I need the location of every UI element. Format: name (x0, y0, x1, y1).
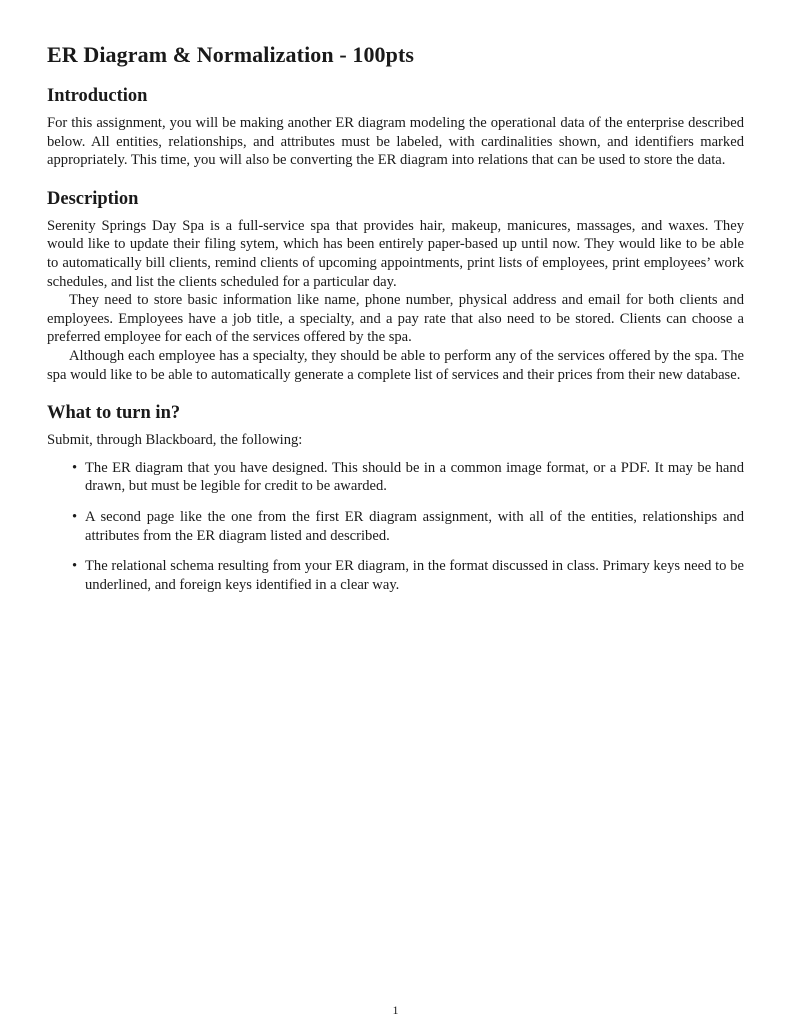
list-item (72, 459, 744, 496)
document-page (47, 40, 744, 606)
what-to-turn-in-heading: What to turn in? (47, 403, 181, 424)
description-paragraph: They need to store basic information like name, phone number, physical address and email for both clients and employees. Employees have a job title, a specialty, and a pay rate that also need to be stored. Clients can choose a preferred employee for each of the services offered by the spa. (47, 292, 744, 346)
description-paragraph: Serenity Springs Day Spa is a full-service spa that provides hair, makeup, manicures, massages, and waxes. They would like to update their filing sytem, which has been entirely paper-based up until now. They would like to be able to automatically bill clients, remind clients of upcoming appointments, print lists of employees, print employees’ work schedules, and list the clients scheduled for a particular day. (47, 217, 744, 290)
list-item-text: A second page like the one from the first ER diagram assignment, with all of the entities, relationships and attributes from the ER diagram listed and described. (85, 508, 744, 544)
description-paragraph: Although each employee has a specialty, they should be able to perform any of the services offered by the spa. The spa would like to be able to automatically generate a complete list of services and their prices from their new database. (47, 347, 744, 383)
bullet-icon: • (72, 558, 78, 575)
list-item-text: The ER diagram that you have designed. This should be in a common image format, or a PDF. It may be hand drawn, but must be legible for credit to be awarded. (85, 459, 744, 495)
introduction-section (47, 84, 744, 170)
bullet-icon: • (72, 508, 78, 525)
introduction-paragraph: For this assignment, you will be making another ER diagram modeling the operational data of the enterprise described below. All entities, relationships, and attributes must be labeled, with cardinalities shown, and identifiers marked appropriately. This time, you will also be converting the ER diagram into relations that can be used to store the data. (47, 115, 744, 169)
page-number: 1 (392, 1003, 399, 1017)
list-item-text: The relational schema resulting from your ER diagram, in the format discussed in class. Primary keys need to be underlined, and foreign keys identified in a clear way. (85, 558, 744, 593)
bullet-icon: • (72, 459, 78, 476)
deliverables-list (47, 459, 744, 595)
what-to-turn-in-section (47, 401, 744, 594)
description-heading: Description (47, 188, 139, 209)
list-item (72, 557, 744, 594)
introduction-heading: Introduction (47, 86, 148, 106)
page-title: ER Diagram & Normalization - 100pts (47, 42, 415, 67)
description-section (47, 187, 744, 384)
submission-intro: Submit, through Blackboard, the following: (47, 432, 303, 449)
list-item (72, 508, 744, 545)
